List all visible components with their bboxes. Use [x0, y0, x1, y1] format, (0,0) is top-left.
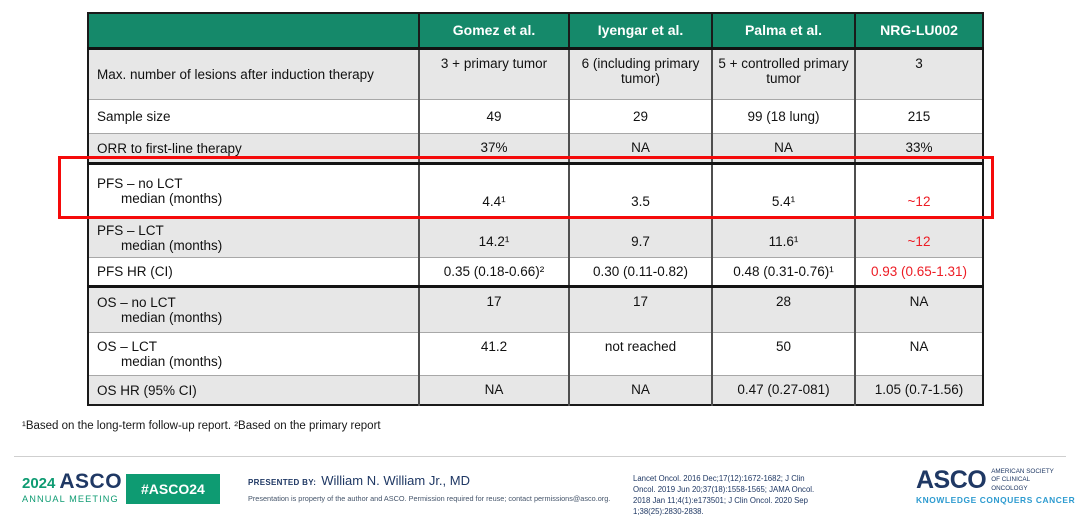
table-cell: NA	[419, 375, 569, 405]
table-row	[88, 48, 983, 99]
table-cell: NA	[855, 286, 983, 332]
table-cell: 215	[855, 99, 983, 133]
table-cell: 3 + primary tumor	[419, 48, 569, 99]
table-cell: 17	[419, 286, 569, 332]
table-cell: 41.2	[419, 332, 569, 375]
table-row	[88, 217, 983, 257]
table-cell: 0.93 (0.65-1.31)	[855, 257, 983, 286]
table-cell: 0.48 (0.31-0.76)¹	[712, 257, 855, 286]
table-cell: 3.5	[569, 163, 712, 217]
column-header-rowlabels	[88, 13, 419, 48]
permission-note: Presentation is property of the author and ASCO. Permission required for reuse; contact permissions@asco.org.	[248, 494, 611, 503]
presented-by-line	[248, 473, 610, 488]
row-label: Max. number of lesions after induction therapy	[88, 48, 419, 99]
table-cell: NA	[855, 332, 983, 375]
row-label: OS – LCT median (months)	[88, 332, 419, 375]
row-label: PFS HR (CI)	[88, 257, 419, 286]
table-cell: ~12	[855, 163, 983, 217]
table-row	[88, 375, 983, 405]
table-cell: NA	[569, 133, 712, 163]
presenter-name: William N. William Jr., MD	[321, 473, 470, 488]
asco-logo-wordmark: ASCO	[916, 466, 987, 494]
row-label: Sample size	[88, 99, 419, 133]
table-cell: 9.7	[569, 217, 712, 257]
asco-logo-row	[916, 468, 1075, 493]
annual-meeting-label: ANNUAL MEETING	[22, 494, 119, 504]
table-header-row	[88, 13, 983, 48]
asco-wordmark: ASCO	[59, 470, 123, 493]
meeting-year: 2024	[22, 475, 56, 492]
comparison-table	[87, 12, 984, 406]
row-label: PFS – LCT median (months)	[88, 217, 419, 257]
footer-divider	[14, 456, 1066, 457]
table-cell: 0.30 (0.11-0.82)	[569, 257, 712, 286]
table-cell: not reached	[569, 332, 712, 375]
presented-by-label: PRESENTED BY:	[248, 478, 317, 487]
table-cell: 11.6¹	[712, 217, 855, 257]
table-cell: 37%	[419, 133, 569, 163]
column-header: Iyengar et al.	[569, 13, 712, 48]
table-cell: 49	[419, 99, 569, 133]
table-cell: 28	[712, 286, 855, 332]
row-label: PFS – no LCT median (months)	[88, 163, 419, 217]
table-cell: 3	[855, 48, 983, 99]
table-row-highlighted	[88, 163, 983, 217]
column-header: NRG-LU002	[855, 13, 983, 48]
hashtag-badge: #ASCO24	[126, 474, 220, 504]
table-cell: 5.4¹	[712, 163, 855, 217]
table-cell: 1.05 (0.7-1.56)	[855, 375, 983, 405]
column-header: Gomez et al.	[419, 13, 569, 48]
asco-annual-meeting-logo	[22, 471, 122, 504]
footnote: ¹Based on the long-term follow-up report. ²Based on the primary report	[22, 420, 381, 432]
table-cell: 17	[569, 286, 712, 332]
table-cell: 4.4¹	[419, 163, 569, 217]
table-cell: NA	[569, 375, 712, 405]
table-row	[88, 257, 983, 286]
annual-meeting-logo-row	[22, 471, 122, 492]
table-cell: 0.47 (0.27-081)	[712, 375, 855, 405]
asco-society-name: AMERICAN SOCIETY OF CLINICAL ONCOLOGY	[991, 468, 1054, 492]
citations: Lancet Oncol. 2016 Dec;17(12):1672-1682; J Clin Oncol. 2019 Jun 20;37(18):1558-1565; JAMA Oncol. 2018 Jan 11;4(1):e173501; J Clin Oncol. 2020 Sep 1;38(25):2830-2838.	[633, 474, 815, 516]
asco-society-logo	[916, 468, 1075, 505]
table-cell: 6 (including primary tumor)	[569, 48, 712, 99]
table-cell: ~12	[855, 217, 983, 257]
presenter-block	[248, 473, 610, 503]
row-label: OS HR (95% CI)	[88, 375, 419, 405]
table-cell: 29	[569, 99, 712, 133]
asco-tagline: KNOWLEDGE CONQUERS CANCER	[916, 495, 1076, 505]
table-cell: NA	[712, 133, 855, 163]
column-header: Palma et al.	[712, 13, 855, 48]
row-label: ORR to first-line therapy	[88, 133, 419, 163]
table-row	[88, 99, 983, 133]
table-row	[88, 286, 983, 332]
table-cell: 50	[712, 332, 855, 375]
table-cell: 14.2¹	[419, 217, 569, 257]
table-row	[88, 133, 983, 163]
table-cell: 33%	[855, 133, 983, 163]
table-row	[88, 332, 983, 375]
table-cell: 0.35 (0.18-0.66)²	[419, 257, 569, 286]
table-cell: 99 (18 lung)	[712, 99, 855, 133]
table-cell: 5 + controlled primary tumor	[712, 48, 855, 99]
row-label: OS – no LCT median (months)	[88, 286, 419, 332]
